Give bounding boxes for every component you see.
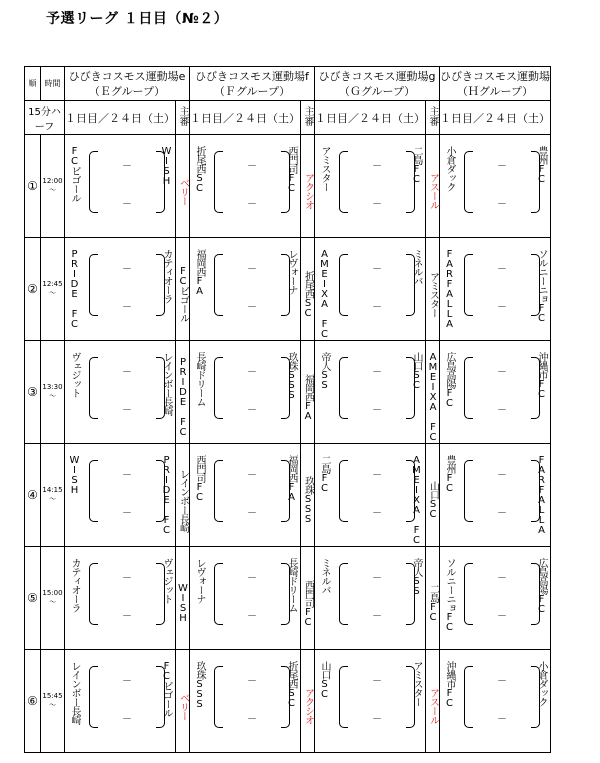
left-bracket bbox=[339, 151, 348, 213]
home-team: WISH bbox=[69, 455, 80, 495]
home-team: アミスター bbox=[319, 146, 330, 191]
left-bracket bbox=[214, 254, 223, 316]
score-mark: － bbox=[122, 161, 132, 172]
score-box bbox=[89, 151, 165, 213]
score-box bbox=[464, 563, 540, 625]
home-team: PRIDE FC bbox=[69, 249, 80, 329]
score-box bbox=[89, 666, 165, 728]
score-mark: － bbox=[497, 676, 507, 687]
referee-team: レインボー長崎 bbox=[177, 468, 189, 532]
score-mark: － bbox=[497, 714, 507, 725]
round-number: ⑤ bbox=[25, 547, 41, 650]
score-mark: － bbox=[372, 676, 382, 687]
score-mark: － bbox=[372, 611, 382, 622]
date-label: １日目／２４日（土） bbox=[315, 101, 426, 135]
score-box bbox=[214, 460, 290, 522]
referee-cell bbox=[426, 341, 440, 444]
left-bracket bbox=[89, 563, 98, 625]
home-team: ソルニーニョFC bbox=[444, 558, 455, 632]
score-mark: － bbox=[372, 161, 382, 172]
score-mark: － bbox=[247, 199, 257, 210]
referee-team: FCビゴール bbox=[177, 266, 189, 322]
referee-cell bbox=[301, 650, 315, 753]
score-mark: － bbox=[372, 714, 382, 725]
score-mark: － bbox=[247, 676, 257, 687]
match-cell bbox=[315, 650, 426, 753]
match-cell bbox=[65, 650, 176, 753]
match-cell bbox=[440, 444, 551, 547]
away-team: 山口SC bbox=[411, 352, 422, 390]
away-team: カティオーラ bbox=[161, 249, 172, 303]
referee-cell bbox=[301, 341, 315, 444]
referee-team: アクシオ bbox=[302, 173, 314, 209]
score-box bbox=[339, 357, 415, 419]
match-row bbox=[25, 650, 551, 753]
score-box bbox=[339, 460, 415, 522]
match-cell bbox=[65, 135, 176, 238]
match-cell bbox=[190, 341, 301, 444]
left-bracket bbox=[339, 254, 348, 316]
away-team: アミスター bbox=[411, 661, 422, 706]
score-box bbox=[464, 460, 540, 522]
score-mark: － bbox=[122, 302, 132, 313]
date-label: １日目／２４日（土） bbox=[190, 101, 301, 135]
score-mark: － bbox=[247, 573, 257, 584]
order-header: 順 bbox=[25, 67, 41, 101]
referee-cell bbox=[301, 238, 315, 341]
score-box bbox=[89, 254, 165, 316]
home-team: 玖珠SSS bbox=[194, 661, 205, 709]
score-box bbox=[464, 357, 540, 419]
left-bracket bbox=[339, 666, 348, 728]
home-team: レインボー長崎 bbox=[69, 661, 80, 724]
home-team: ヴェジット bbox=[69, 352, 80, 397]
match-cell bbox=[65, 547, 176, 650]
score-mark: － bbox=[497, 367, 507, 378]
kickoff-time: 12:45～ bbox=[41, 238, 65, 341]
home-team: AMEIXA FC bbox=[319, 249, 330, 339]
score-mark: － bbox=[372, 367, 382, 378]
date-label: １日目／２４日（土） bbox=[440, 101, 551, 135]
referee-team: 山口SC bbox=[427, 481, 439, 519]
referee-team: アスール bbox=[427, 173, 439, 209]
home-team: 豊州FC bbox=[444, 455, 455, 493]
score-mark: － bbox=[122, 676, 132, 687]
score-mark: － bbox=[372, 405, 382, 416]
match-row bbox=[25, 341, 551, 444]
away-team: レヴォーナ bbox=[286, 249, 297, 294]
score-mark: － bbox=[122, 611, 132, 622]
score-mark: － bbox=[247, 714, 257, 725]
away-team: 玖珠SSS bbox=[286, 352, 297, 400]
score-mark: － bbox=[497, 611, 507, 622]
field-h-header: ひびきコスモス運動場 （Ｈグループ） bbox=[440, 67, 551, 101]
away-team: AMEIXA FC bbox=[411, 455, 422, 545]
kickoff-time: 14:15～ bbox=[41, 444, 65, 547]
left-bracket bbox=[464, 666, 473, 728]
home-team: 福岡西FA bbox=[194, 249, 205, 296]
match-row bbox=[25, 444, 551, 547]
match-cell bbox=[190, 238, 301, 341]
score-box bbox=[214, 563, 290, 625]
score-mark: － bbox=[122, 508, 132, 519]
match-cell bbox=[440, 341, 551, 444]
schedule-table bbox=[24, 66, 551, 753]
match-cell bbox=[440, 547, 551, 650]
away-team: FCビゴール bbox=[161, 661, 172, 717]
referee-header: 主審 bbox=[301, 101, 315, 135]
match-row bbox=[25, 238, 551, 341]
referee-team: アミスター bbox=[427, 271, 439, 317]
left-bracket bbox=[214, 460, 223, 522]
home-team: ミネルバ bbox=[319, 558, 330, 594]
score-box bbox=[339, 151, 415, 213]
away-team: 豊州FC bbox=[536, 146, 547, 184]
match-cell bbox=[65, 444, 176, 547]
match-cell bbox=[190, 650, 301, 753]
referee-cell bbox=[426, 444, 440, 547]
match-row bbox=[25, 547, 551, 650]
score-box bbox=[464, 666, 540, 728]
page-title: 予選リーグ １日目（№２） bbox=[46, 11, 229, 27]
left-bracket bbox=[464, 563, 473, 625]
left-bracket bbox=[464, 151, 473, 213]
referee-team: アスール bbox=[427, 688, 439, 724]
score-mark: － bbox=[497, 264, 507, 275]
score-mark: － bbox=[497, 470, 507, 481]
score-box bbox=[89, 460, 165, 522]
score-mark: － bbox=[497, 405, 507, 416]
home-team: 沖縄市FC bbox=[444, 661, 455, 708]
referee-cell bbox=[301, 444, 315, 547]
home-team: 山口SC bbox=[319, 661, 330, 699]
match-cell bbox=[315, 444, 426, 547]
score-box bbox=[89, 563, 165, 625]
field-e-header: ひびきコスモス運動場e （Ｅグループ） bbox=[65, 67, 190, 101]
score-box bbox=[214, 357, 290, 419]
left-bracket bbox=[214, 563, 223, 625]
referee-cell bbox=[301, 547, 315, 650]
left-bracket bbox=[339, 563, 348, 625]
score-mark: － bbox=[122, 573, 132, 584]
referee-team: ベリー bbox=[177, 177, 189, 205]
away-team: FARFALLA bbox=[536, 455, 547, 535]
match-cell bbox=[190, 547, 301, 650]
away-team: 長崎ドリーム bbox=[286, 558, 297, 612]
match-cell bbox=[315, 238, 426, 341]
referee-team: 折尾西SC bbox=[302, 270, 314, 318]
away-team: ヴェジット bbox=[161, 558, 172, 603]
round-number: ④ bbox=[25, 444, 41, 547]
away-team: WISH bbox=[161, 146, 172, 186]
format-label: 15分ハーフ bbox=[25, 101, 65, 135]
score-mark: － bbox=[122, 264, 132, 275]
referee-cell bbox=[426, 135, 440, 238]
match-cell bbox=[315, 547, 426, 650]
score-mark: － bbox=[372, 508, 382, 519]
header-row bbox=[25, 67, 551, 101]
left-bracket bbox=[89, 254, 98, 316]
score-mark: － bbox=[122, 405, 132, 416]
score-box bbox=[214, 666, 290, 728]
away-team: レインボー長崎 bbox=[161, 352, 172, 415]
left-bracket bbox=[89, 460, 98, 522]
score-mark: － bbox=[247, 470, 257, 481]
round-number: ⑥ bbox=[25, 650, 41, 753]
score-box bbox=[89, 357, 165, 419]
match-cell bbox=[190, 444, 301, 547]
referee-cell bbox=[176, 547, 190, 650]
score-mark: － bbox=[372, 199, 382, 210]
home-team: FCビゴール bbox=[69, 146, 80, 202]
away-team: 西門司FC bbox=[286, 146, 297, 193]
score-mark: － bbox=[372, 470, 382, 481]
score-box bbox=[464, 254, 540, 316]
left-bracket bbox=[464, 460, 473, 522]
away-team: 広島高陽FC bbox=[536, 558, 547, 614]
referee-header: 主審 bbox=[426, 101, 440, 135]
score-box bbox=[339, 563, 415, 625]
left-bracket bbox=[464, 254, 473, 316]
score-mark: － bbox=[122, 367, 132, 378]
left-bracket bbox=[214, 357, 223, 419]
score-mark: － bbox=[247, 161, 257, 172]
referee-cell bbox=[426, 547, 440, 650]
date-label: １日目／２４日（土） bbox=[65, 101, 176, 135]
round-number: ② bbox=[25, 238, 41, 341]
referee-team: アクシオ bbox=[302, 688, 314, 724]
kickoff-time: 13:30～ bbox=[41, 341, 65, 444]
match-cell bbox=[315, 135, 426, 238]
referee-cell bbox=[426, 650, 440, 753]
score-mark: － bbox=[497, 508, 507, 519]
home-team: 折尾西SC bbox=[194, 146, 205, 193]
score-mark: － bbox=[247, 264, 257, 275]
match-cell bbox=[190, 135, 301, 238]
kickoff-time: 15:00～ bbox=[41, 547, 65, 650]
time-header: 時間 bbox=[41, 67, 65, 101]
score-mark: － bbox=[497, 161, 507, 172]
score-box bbox=[339, 666, 415, 728]
left-bracket bbox=[89, 357, 98, 419]
home-team: 長崎ドリーム bbox=[194, 352, 205, 406]
away-team: 帝人SS bbox=[411, 558, 422, 596]
referee-cell bbox=[176, 341, 190, 444]
referee-team: 西門司FC bbox=[302, 579, 314, 627]
referee-cell bbox=[176, 650, 190, 753]
left-bracket bbox=[214, 151, 223, 213]
score-box bbox=[214, 254, 290, 316]
referee-cell bbox=[301, 135, 315, 238]
away-team: ミネルバ bbox=[411, 249, 422, 285]
referee-cell bbox=[176, 135, 190, 238]
home-team: FARFALLA bbox=[444, 249, 455, 329]
score-mark: － bbox=[247, 611, 257, 622]
match-row bbox=[25, 135, 551, 238]
score-mark: － bbox=[247, 367, 257, 378]
referee-cell bbox=[176, 238, 190, 341]
home-team: 小倉ダック bbox=[444, 146, 455, 191]
score-mark: － bbox=[247, 405, 257, 416]
match-cell bbox=[440, 135, 551, 238]
score-mark: － bbox=[372, 264, 382, 275]
left-bracket bbox=[339, 357, 348, 419]
kickoff-time: 15:45～ bbox=[41, 650, 65, 753]
away-team: 沖縄市FC bbox=[536, 352, 547, 399]
home-team: レヴォーナ bbox=[194, 558, 205, 603]
home-team: 二島FC bbox=[319, 455, 330, 493]
score-box bbox=[339, 254, 415, 316]
left-bracket bbox=[339, 460, 348, 522]
referee-team: 福岡西FA bbox=[302, 373, 314, 421]
away-team: 折尾西SC bbox=[286, 661, 297, 708]
score-mark: － bbox=[497, 199, 507, 210]
match-cell bbox=[440, 238, 551, 341]
home-team: 西門司FC bbox=[194, 455, 205, 502]
score-mark: － bbox=[372, 573, 382, 584]
round-number: ① bbox=[25, 135, 41, 238]
date-row bbox=[25, 101, 551, 135]
left-bracket bbox=[214, 666, 223, 728]
score-box bbox=[464, 151, 540, 213]
away-team: ソルニーニョFC bbox=[536, 249, 547, 323]
away-team: PRIDE FC bbox=[161, 455, 172, 535]
match-cell bbox=[65, 341, 176, 444]
referee-cell bbox=[426, 238, 440, 341]
score-mark: － bbox=[372, 302, 382, 313]
left-bracket bbox=[89, 151, 98, 213]
score-mark: － bbox=[497, 573, 507, 584]
score-mark: － bbox=[122, 714, 132, 725]
field-f-header: ひびきコスモス運動場f （Ｆグループ） bbox=[190, 67, 315, 101]
referee-cell bbox=[176, 444, 190, 547]
round-number: ③ bbox=[25, 341, 41, 444]
referee-team: ベリー bbox=[177, 692, 189, 720]
left-bracket bbox=[464, 357, 473, 419]
home-team: カティオーラ bbox=[69, 558, 80, 612]
kickoff-time: 12:00～ bbox=[41, 135, 65, 238]
match-cell bbox=[315, 341, 426, 444]
left-bracket bbox=[89, 666, 98, 728]
referee-team: WISH bbox=[177, 583, 189, 623]
home-team: 広島高陽FC bbox=[444, 352, 455, 408]
referee-team: 玖珠SSS bbox=[302, 476, 314, 524]
score-mark: － bbox=[247, 508, 257, 519]
score-mark: － bbox=[122, 199, 132, 210]
referee-team: PRIDE FC bbox=[177, 357, 189, 437]
score-mark: － bbox=[497, 302, 507, 313]
match-cell bbox=[440, 650, 551, 753]
home-team: 帝人SS bbox=[319, 352, 330, 390]
score-mark: － bbox=[122, 470, 132, 481]
referee-header: 主審 bbox=[176, 101, 190, 135]
score-box bbox=[214, 151, 290, 213]
away-team: 二島FC bbox=[411, 146, 422, 184]
away-team: 福岡西FA bbox=[286, 455, 297, 502]
match-cell bbox=[65, 238, 176, 341]
score-mark: － bbox=[247, 302, 257, 313]
field-g-header: ひびきコスモス運動場g （Ｇグループ） bbox=[315, 67, 440, 101]
away-team: 小倉ダック bbox=[536, 661, 547, 706]
referee-team: 二島FC bbox=[427, 584, 439, 622]
referee-team: AMEIXA FC bbox=[427, 352, 439, 442]
